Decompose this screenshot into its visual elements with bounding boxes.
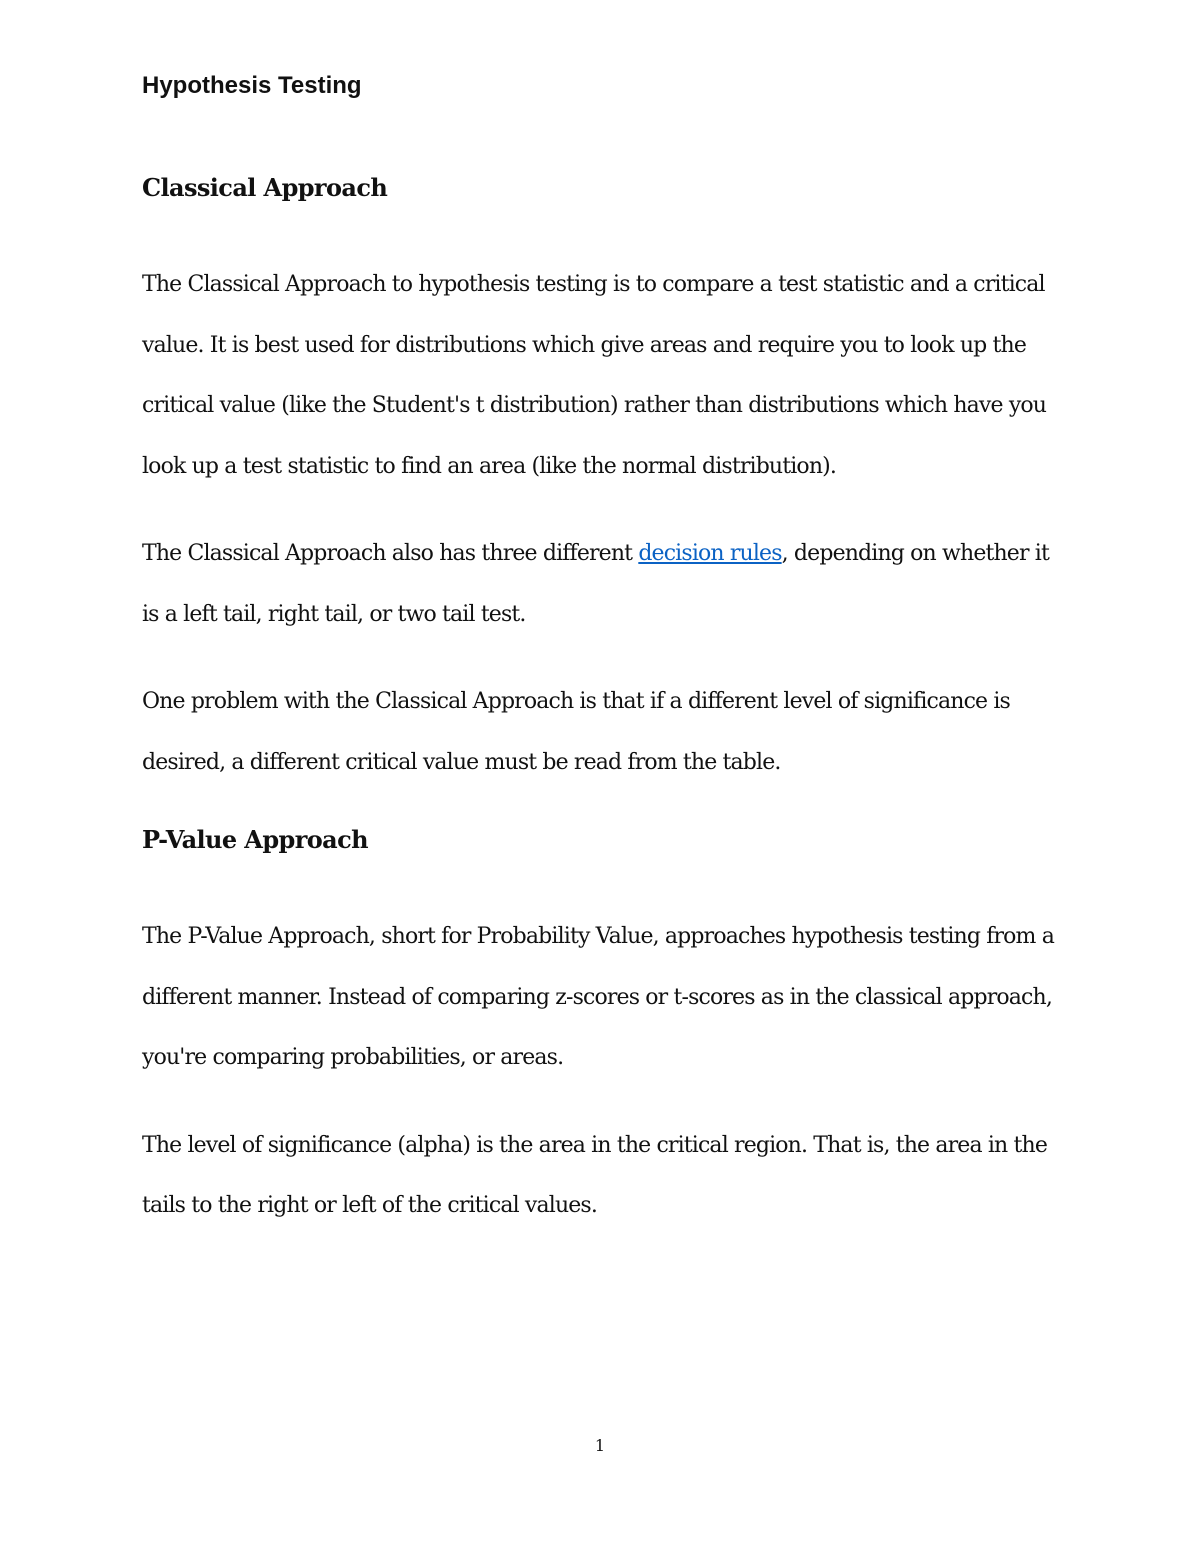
document-body (142, 168, 1062, 1237)
paragraph-significance: The level of significance (alpha) is the area in the critical region. That is, the area in the tails to the right or left of the critical values. (142, 1132, 1047, 1218)
paragraph-classical-intro: The Classical Approach to hypothesis testing is to compare a test statistic and a critical value. It is best used for distributions which give areas and require you to look up the critical value (like the Student's t distribution) rather than distributions which have you look up a test statistic to find an area (like the normal distribution). (142, 272, 1047, 479)
paragraph-decision-rules (142, 524, 1062, 645)
section-heading-pvalue: P-Value Approach (142, 825, 368, 854)
paragraph-decision-rules-before: The Classical Approach also has three different (142, 541, 639, 566)
decision-rules-link[interactable]: decision rules (638, 541, 782, 566)
paragraph-classical-problem: One problem with the Classical Approach is that if a different level of significance is desired, a different critical value must be read from the table. (142, 689, 1010, 775)
section-heading-classical: Classical Approach (142, 173, 388, 202)
document-header-title: Hypothesis Testing (142, 72, 362, 99)
paragraph-decision-rules-after: , depending on whether it is a left tail, right tail, or two tail test. (142, 541, 1049, 627)
paragraph-pvalue-intro: The P-Value Approach, short for Probability Value, approaches hypothesis testing from a different manner. Instead of comparing z-scores or t-scores as in the classical approach, you're comparing probabilities, or areas. (142, 924, 1054, 1070)
page-number: 1 (594, 1436, 606, 1455)
